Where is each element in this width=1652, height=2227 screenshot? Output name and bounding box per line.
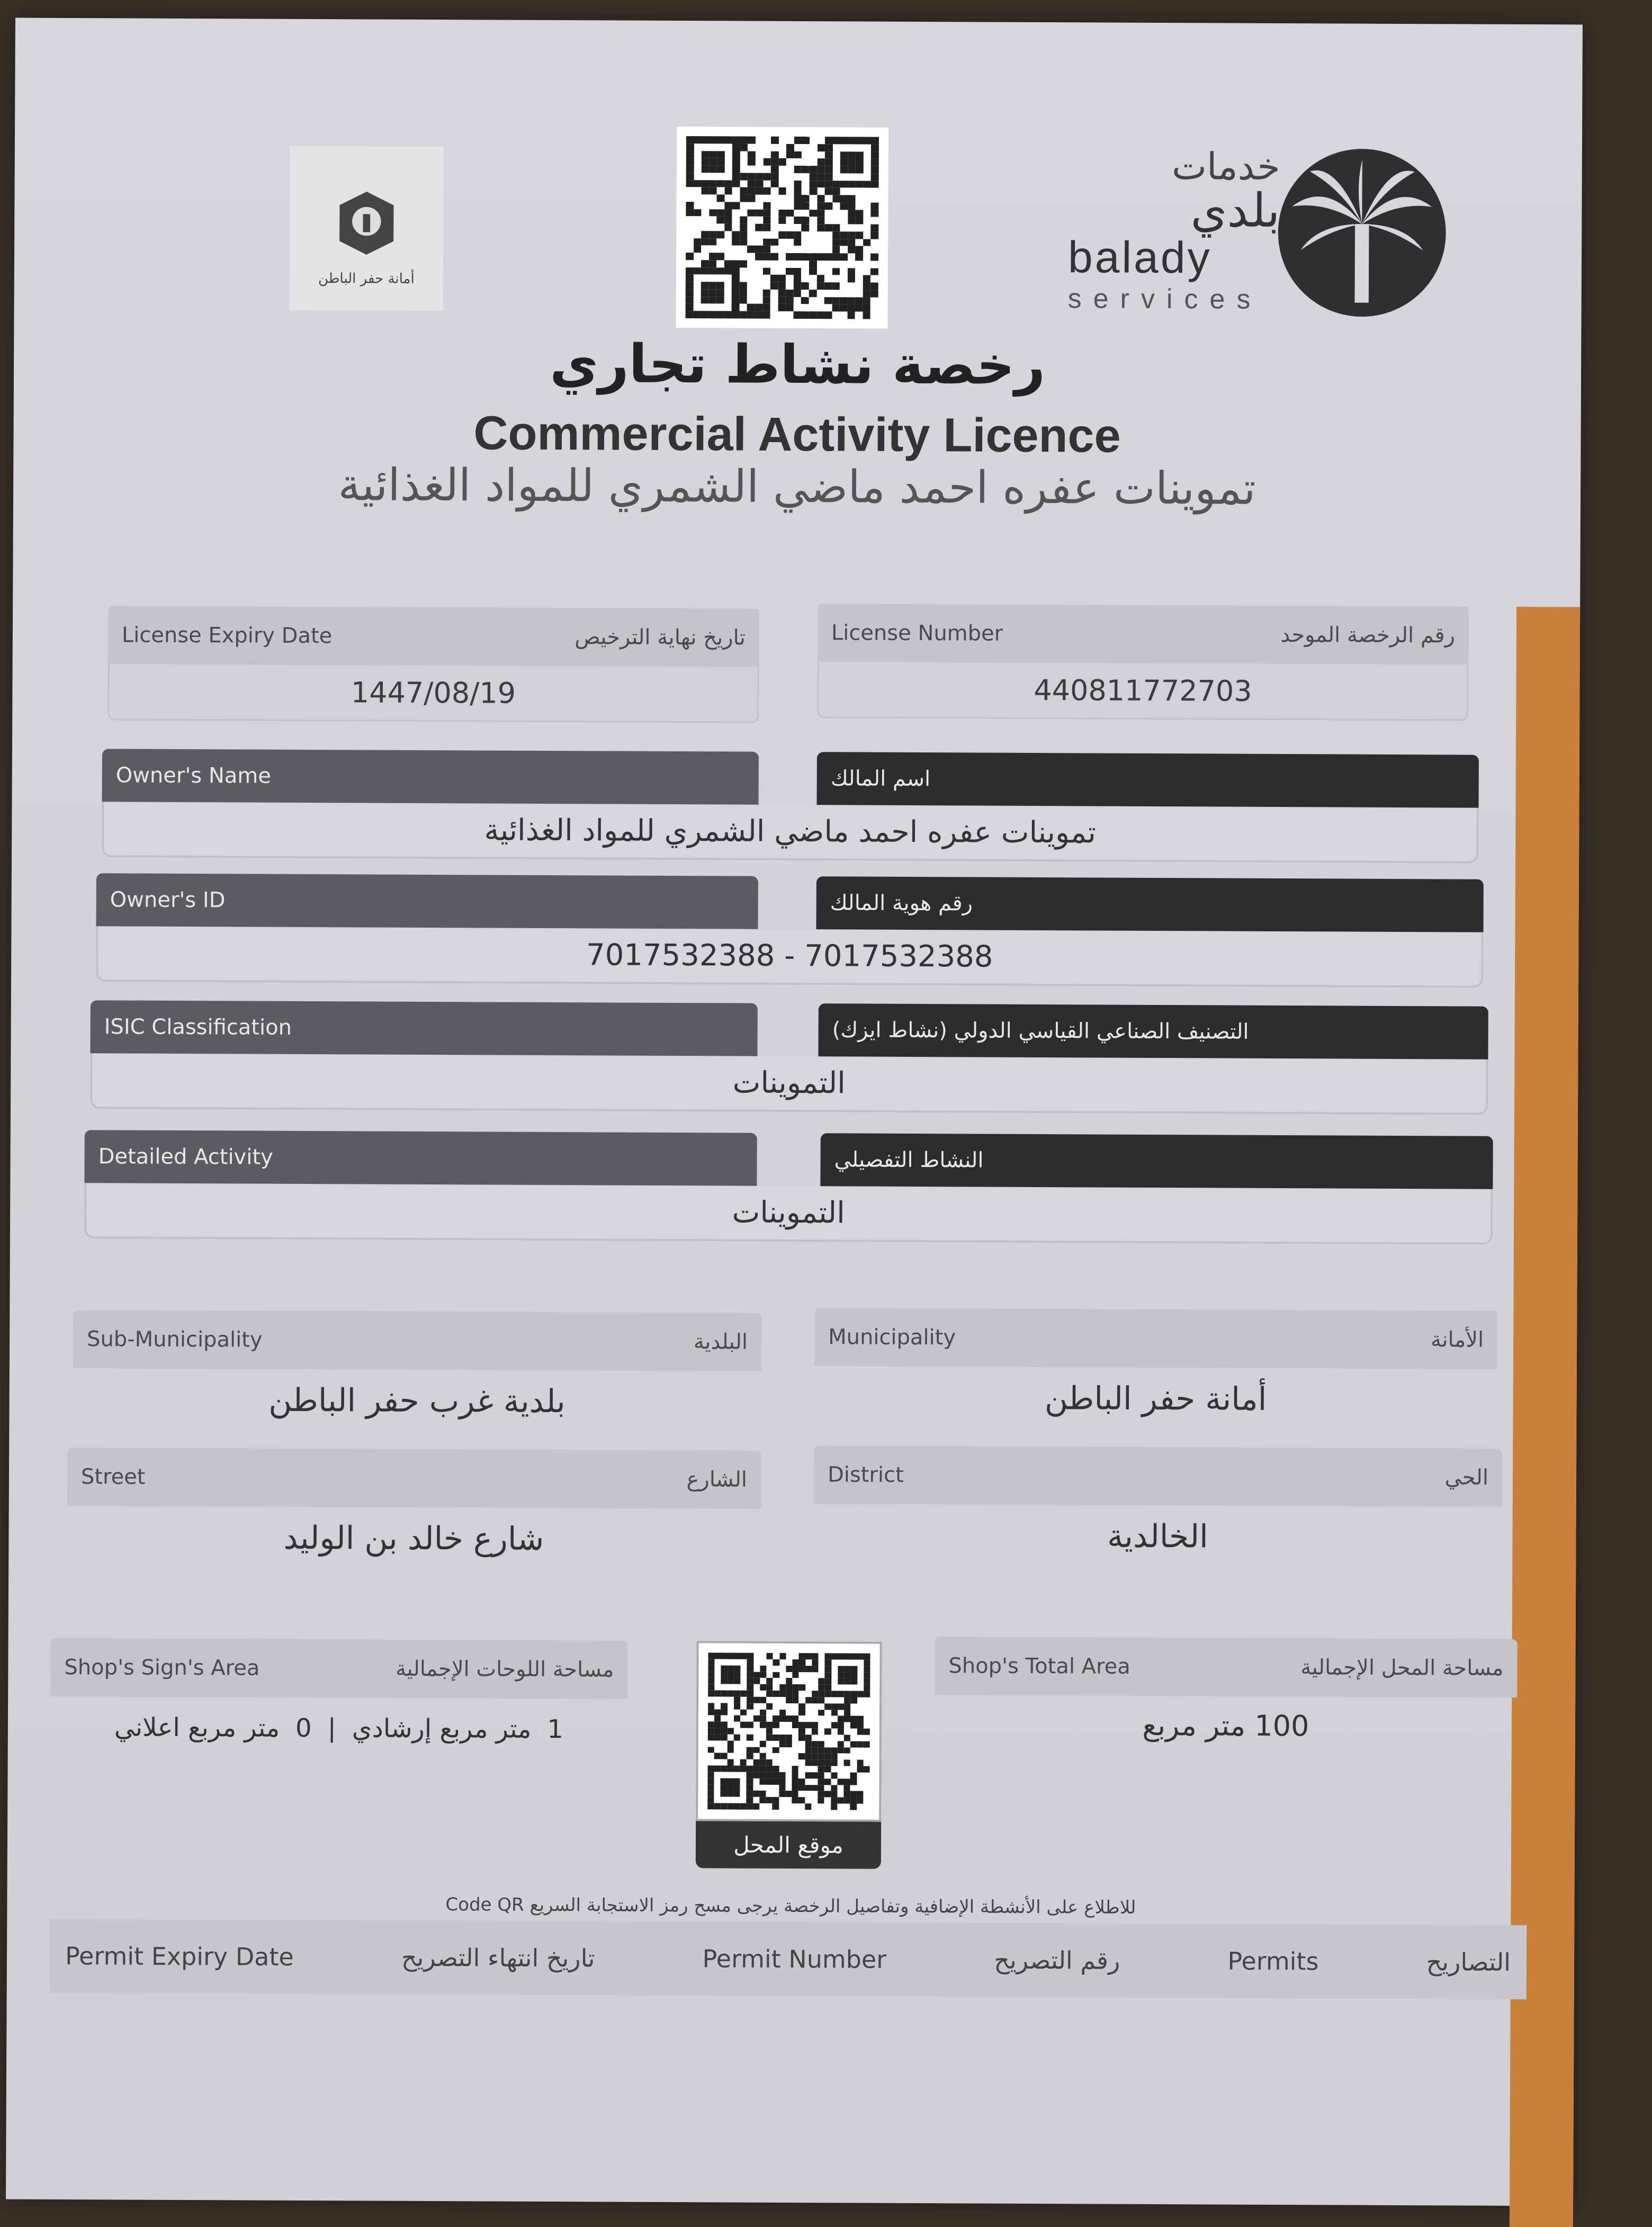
sign-area-unit-1: متر مربع إرشادي [352,1713,532,1744]
permit-expiry-label-ar: تاريخ انتهاء التصريح [401,1943,595,1973]
license-number-label-en: License Number [831,621,1003,646]
detailed-activity-field [84,1130,1493,1245]
shop-sign-area-field [50,1638,628,1745]
license-expiry-label-en: License Expiry Date [121,623,333,649]
owner-name-field [102,749,1479,863]
permits-header [49,1919,1527,1999]
detailed-activity-label-en: Detailed Activity [84,1130,757,1186]
municipality-emblem-icon [321,178,412,268]
total-area-value: 100 متر مربع [1142,1708,1309,1743]
permit-expiry-label-en: Permit Expiry Date [65,1942,294,1971]
owner-name-value: تموينات عفره احمد ماضي الشمري للمواد الغذائية [102,802,1478,863]
municipality-label-en: Municipality [828,1325,956,1350]
qr-instruction-note: للاطلاع على الأنشطة الإضافية وتفاصيل الرخصة يرجى مسح رمز الاستجابة السريع Code QR [445,1894,1136,1918]
license-expiry-value: 1447/08/19 [107,664,759,723]
balady-ar-main: بلدي [1190,183,1280,238]
sign-area-value-2: 0 [295,1713,312,1744]
title-arabic: رخصة نشاط تجاري [550,332,1046,397]
sub-municipality-field [73,1310,761,1421]
owner-id-label-ar: رقم هوية المالك [816,876,1484,932]
location-qr-caption: موقع المحل [696,1821,881,1869]
sign-area-separator: | [327,1713,336,1744]
permits-label-en: Permits [1227,1946,1319,1976]
sign-area-unit-2: متر مربع اعلاني [114,1712,280,1743]
detailed-activity-value: التموينات [84,1183,1493,1245]
district-label-en: District [827,1462,904,1487]
isic-label-en: ISIC Classification [90,1000,757,1056]
street-label-en: Street [80,1465,146,1489]
sign-area-label-en: Shop's Sign's Area [64,1655,260,1681]
municipality-value: أمانة حفر الباطن [1044,1380,1267,1418]
sign-area-values [50,1696,627,1745]
owner-id-label-en: Owner's ID [96,873,758,929]
isic-value: التموينات [90,1053,1488,1115]
isic-label-ar: التصنيف الصناعي القياسي الدولي (نشاط ايزك) [818,1003,1488,1059]
municipality-label-ar: الأمانة [1430,1327,1484,1352]
street-field [67,1448,761,1559]
permit-number-label-ar: رقم التصريح [994,1945,1120,1975]
district-field [813,1445,1502,1557]
permit-number-label-en: Permit Number [702,1944,887,1974]
total-area-label-ar: مساحة المحل الإجمالية [1300,1655,1504,1681]
district-label-ar: الحي [1444,1465,1489,1490]
owner-name-label-ar: اسم المالك [817,752,1479,807]
license-qr-code[interactable] [676,127,888,329]
owner-id-field [96,873,1484,987]
balady-ar-top: خدمات [1171,145,1280,188]
sign-area-label-ar: مساحة اللوحات الإجمالية [395,1656,614,1682]
shop-total-area-field [935,1637,1518,1744]
detailed-activity-label-ar: النشاط التفصيلي [820,1133,1493,1189]
location-qr-block[interactable] [696,1641,882,1869]
total-area-label-en: Shop's Total Area [948,1654,1130,1679]
title-english: Commercial Activity Licence [473,407,1121,463]
license-expiry-field [107,606,759,723]
balady-en-main: balady [1067,232,1212,283]
isic-field [90,1000,1488,1115]
license-number-field [817,604,1469,721]
license-number-value: 440811772703 [817,662,1468,721]
sub-municipality-value: بلدية غرب حفر الباطن [268,1381,565,1421]
sub-municipality-label-ar: البلدية [693,1330,748,1354]
owner-name-label-en: Owner's Name [102,749,759,804]
balady-en-sub: services [1067,283,1262,315]
business-name-title: تموينات عفره احمد ماضي الشمري للمواد الغذائية [338,459,1256,515]
license-number-label-ar: رقم الرخصة الموحد [1280,622,1456,648]
permits-label-ar: التصاريح [1426,1947,1511,1977]
location-qr-code[interactable] [696,1641,882,1822]
municipality-logo [290,146,444,311]
palm-tree-logo-icon [1274,145,1450,320]
sub-municipality-label-en: Sub-Municipality [87,1327,263,1352]
street-label-ar: الشارع [686,1467,748,1492]
balady-wordmark [1067,144,1280,315]
street-value: شارع خالد بن الوليد [283,1519,544,1558]
district-value: الخالدية [1107,1517,1208,1556]
licence-document [6,18,1583,2206]
municipality-field [814,1308,1497,1419]
sign-area-value-1: 1 [547,1714,564,1745]
municipality-logo-text: أمانة حفر الباطن [318,271,415,287]
owner-id-value: 7017532388 - 7017532388 [96,926,1483,987]
license-expiry-label-ar: تاريخ نهاية الترخيص [574,625,746,650]
